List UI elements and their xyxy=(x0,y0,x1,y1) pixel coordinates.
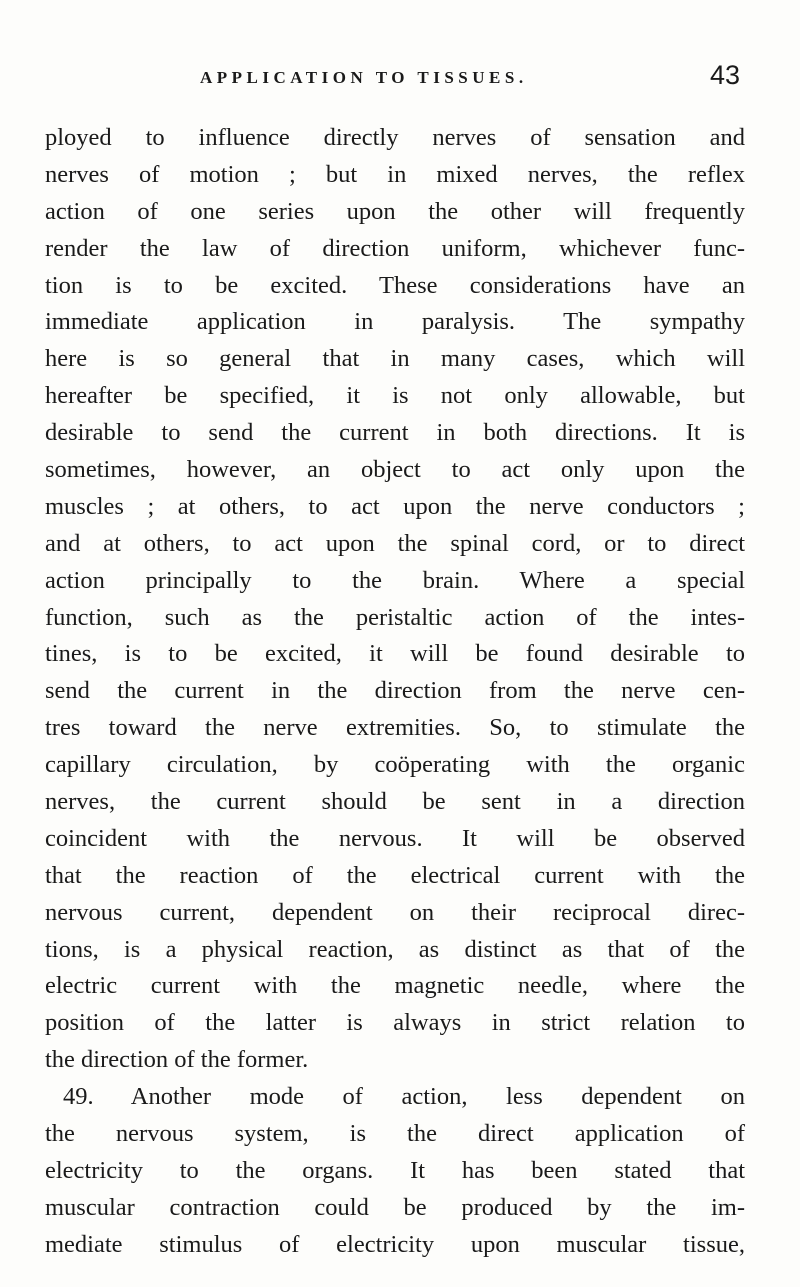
text-line: hereafter be specified, it is not only allowable, but xyxy=(45,382,745,410)
text-line: render the law of direction uniform, whichever func- xyxy=(45,234,745,262)
text-line: tions, is a physical reaction, as distinct as that of the xyxy=(45,935,745,963)
text-line: function, such as the peristaltic action of the intes- xyxy=(45,603,745,631)
text-line: muscles ; at others, to act upon the nerve conductors ; xyxy=(45,492,745,520)
text-line: tion is to be excited. These considerations have an xyxy=(45,271,745,299)
text-line: tines, is to be excited, it will be found desirable to xyxy=(45,640,745,668)
text-line: nerves of motion ; but in mixed nerves, the reflex xyxy=(45,160,745,188)
text-line: mediate stimulus of electricity upon muscular tissue, xyxy=(45,1230,745,1258)
paragraph-start-line: 49. Another mode of action, less dependent on xyxy=(63,1083,745,1111)
text-line: action of one series upon the other will frequently xyxy=(45,197,745,225)
text-line: here is so general that in many cases, which will xyxy=(45,345,745,373)
text-line: and at others, to act upon the spinal cord, or to direct xyxy=(45,529,745,557)
text-line: action principally to the brain. Where a special xyxy=(45,566,745,594)
text-line: muscular contraction could be produced by the im- xyxy=(45,1193,745,1221)
text-line: nervous current, dependent on their reciprocal direc- xyxy=(45,898,745,926)
text-line: send the current in the direction from the nerve cen- xyxy=(45,677,745,705)
text-line: electric current with the magnetic needle, where the xyxy=(45,972,745,1000)
running-title: APPLICATION TO TISSUES. xyxy=(200,68,528,87)
text-line: capillary circulation, by coöperating with the organic xyxy=(45,751,745,779)
running-head xyxy=(200,60,740,100)
text-line: immediate application in paralysis. The sympathy xyxy=(45,308,745,336)
text-line: position of the latter is always in strict relation to xyxy=(45,1009,745,1037)
text-line: ployed to influence directly nerves of sensation and xyxy=(45,124,745,151)
text-line: desirable to send the current in both directions. It is xyxy=(45,419,745,447)
text-line: sometimes, however, an object to act only upon the xyxy=(45,456,745,484)
text-line: coincident with the nervous. It will be observed xyxy=(45,824,745,852)
text-line: nerves, the current should be sent in a direction xyxy=(45,788,745,816)
body-text xyxy=(45,120,745,1264)
text-line: that the reaction of the electrical current with the xyxy=(45,861,745,889)
text-line: tres toward the nerve extremities. So, to stimulate the xyxy=(45,714,745,742)
text-line: electricity to the organs. It has been stated that xyxy=(45,1156,745,1184)
text-line: the direction of the former. xyxy=(45,1046,309,1074)
page-number: 43 xyxy=(709,60,740,90)
text-line: the nervous system, is the direct application of xyxy=(45,1120,745,1148)
